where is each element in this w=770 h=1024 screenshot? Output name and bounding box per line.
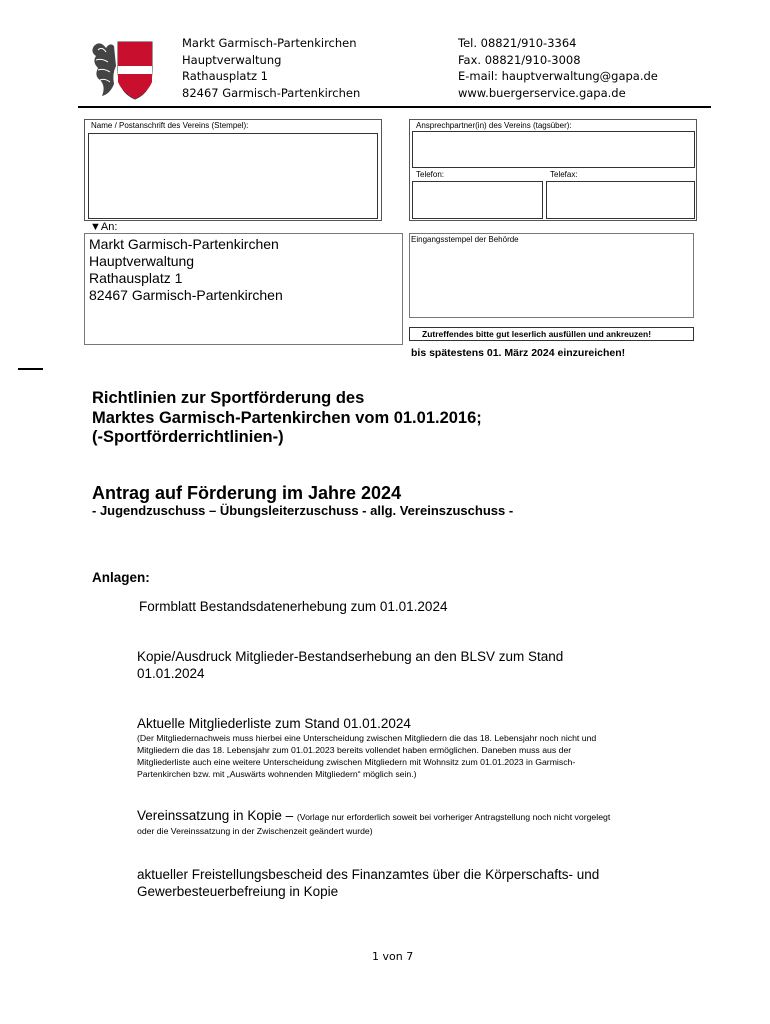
vereins-box	[84, 119, 382, 221]
contact-email: E-mail: hauptverwaltung@gapa.de	[458, 69, 658, 83]
anlage-note-line: Partenkirchen bzw. mit „Auswärts wohnenden Mitgliedern“ möglich sein.)	[137, 769, 417, 779]
contact-phone: Tel. 08821/910-3364	[458, 36, 577, 50]
antrag-title: Antrag auf Förderung im Jahre 2024	[92, 483, 402, 503]
header-address-line: 82467 Garmisch-Partenkirchen	[182, 85, 361, 100]
ansprechpartner-label: Ansprechpartner(in) des Vereins (tagsüber):	[416, 121, 572, 130]
coat-of-arms-icon	[88, 36, 158, 102]
anlage-item-satzung	[137, 807, 610, 837]
anlage-text-line: 01.01.2024	[137, 666, 205, 681]
anlage-main-text: Vereinssatzung in Kopie –	[137, 808, 297, 823]
notice-text: Zutreffendes bitte gut leserlich ausfüllen und ankreuzen!	[422, 329, 652, 339]
page-title	[92, 389, 482, 448]
telefax-input[interactable]	[546, 181, 695, 219]
ansprechpartner-box	[409, 119, 697, 221]
telefon-label: Telefon:	[416, 170, 445, 179]
deadline-text: bis spätestens 01. März 2024 einzureichen!	[411, 347, 626, 359]
antrag-subtitle: - Jugendzuschuss – Übungsleiterzuschuss - allg. Vereinszuschuss -	[92, 503, 514, 518]
header-address	[182, 35, 360, 101]
anlage-item-mitgliederliste	[137, 715, 596, 780]
anlage-item-freistellungsbescheid	[137, 866, 599, 900]
header-divider	[78, 106, 711, 108]
vereins-label: Name / Postanschrift des Vereins (Stempel):	[91, 121, 249, 130]
recipient-box	[84, 233, 403, 345]
recipient-line: Markt Garmisch-Partenkirchen	[89, 236, 279, 252]
ansprechpartner-input[interactable]	[412, 131, 695, 168]
title-line: Richtlinien zur Sportförderung des	[92, 389, 365, 407]
recipient-line: Rathausplatz 1	[89, 270, 183, 286]
anlage-note-line: Mitgliederliste auch eine weitere Unterscheidung zwischen Mitgliedern mit Wohnsitz zum 01.01.2023 in Garmisch-	[137, 757, 576, 767]
notice-box	[409, 327, 694, 341]
anlage-note-line: oder die Vereinssatzung in der Zwischenzeit geändert wurde)	[137, 826, 373, 836]
telefon-input[interactable]	[412, 181, 543, 219]
telefax-label: Telefax:	[550, 170, 578, 179]
anlagen-label: Anlagen:	[92, 570, 150, 585]
header-address-line: Hauptverwaltung	[182, 52, 282, 67]
anlage-note-line: (Vorlage nur erforderlich soweit bei vorheriger Antragstellung noch nicht vorgelegt	[296, 812, 611, 822]
title-line: (-Sportförderrichtlinien-)	[92, 428, 284, 446]
anlage-text-line: aktueller Freistellungsbescheid des Finanzamtes über die Körperschafts- und	[137, 867, 600, 882]
header-contact	[458, 35, 658, 101]
header-address-line: Markt Garmisch-Partenkirchen	[182, 36, 357, 50]
anlage-text-line: Kopie/Ausdruck Mitglieder-Bestandserhebung an den BLSV zum Stand	[137, 649, 564, 664]
anlage-text-line: Gewerbesteuerbefreiung in Kopie	[137, 884, 339, 899]
anlage-note-line: Mitgliedern die das 18. Lebensjahr zum 01.01.2023 bereits vollendet haben ermöglichen. Daneben muss aus der	[137, 745, 572, 755]
eingangsstempel-box	[409, 233, 694, 318]
anlage-item-bestandserhebung	[137, 648, 563, 682]
anlage-main-text: Aktuelle Mitgliederliste zum Stand 01.01.2024	[137, 716, 411, 731]
margin-mark	[18, 368, 43, 370]
header-address-line: Rathausplatz 1	[182, 69, 268, 83]
an-label: ▼An:	[90, 221, 118, 233]
anlage-item-formblatt: Formblatt Bestandsdatenerhebung zum 01.01.2024	[139, 599, 448, 614]
anlage-note-line: (Der Mitgliedernachweis muss hierbei eine Unterscheidung zwischen Mitgliedern die das 18. Lebensjahr noch nicht und	[137, 733, 597, 743]
recipient-line: 82467 Garmisch-Partenkirchen	[89, 287, 283, 303]
title-line: Marktes Garmisch-Partenkirchen vom 01.01.2016;	[92, 408, 482, 427]
contact-fax: Fax. 08821/910-3008	[458, 52, 581, 67]
contact-website: www.buergerservice.gapa.de	[458, 85, 626, 100]
eingangsstempel-label: Eingangsstempel der Behörde	[411, 235, 519, 244]
vereins-input[interactable]	[88, 133, 378, 219]
page-number: 1 von 7	[372, 950, 414, 963]
recipient-line: Hauptverwaltung	[89, 253, 195, 269]
